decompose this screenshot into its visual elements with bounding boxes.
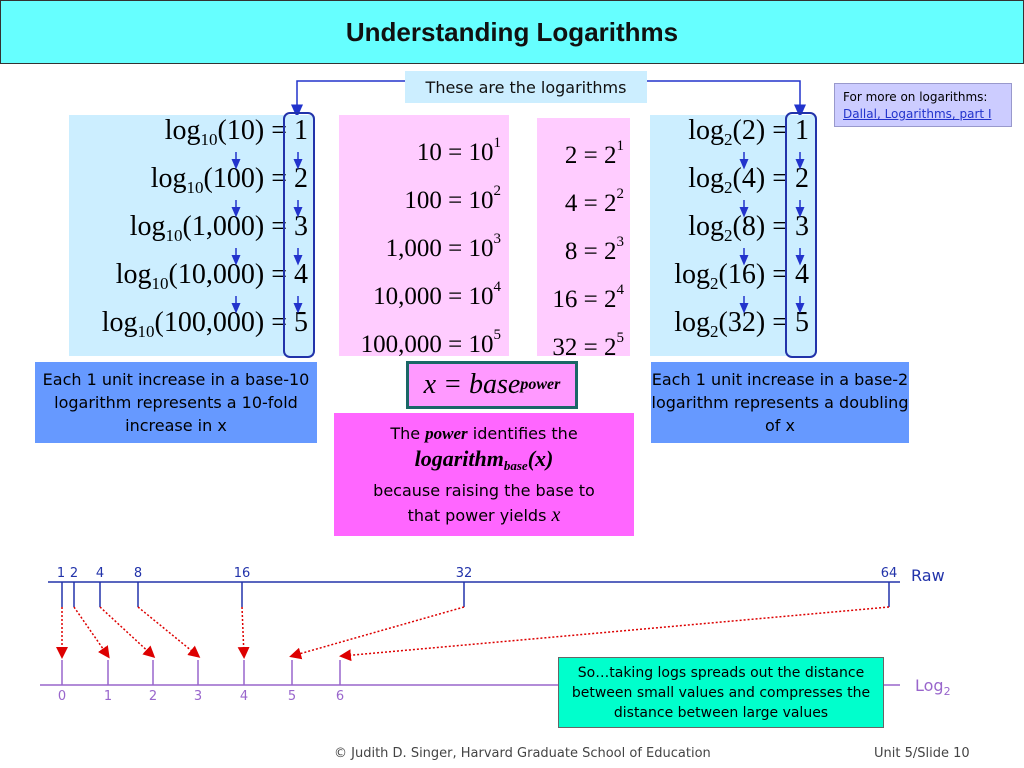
more-info-text: For more on logarithms:: [843, 90, 988, 104]
power-exp: 4: [616, 282, 624, 298]
equals: =: [264, 259, 294, 290]
raw-tick-label: 32: [455, 566, 473, 581]
log-arg: (4): [732, 163, 766, 194]
power-exp: 2: [616, 186, 624, 202]
info-base10: Each 1 unit increase in a base-10 logarithm represents a 10-fold increase in x: [35, 362, 317, 443]
log-base: 10: [137, 322, 155, 341]
raw-tick-label: 8: [133, 566, 143, 581]
log-result: 2: [795, 163, 809, 194]
footer-slide: Unit 5/Slide 10: [874, 746, 970, 761]
raw-tick-label: 4: [95, 566, 105, 581]
log-base: 10: [186, 178, 204, 197]
log-fn: log: [129, 211, 166, 242]
log-axis-label-sub: 2: [943, 685, 951, 699]
log-tick-label: 3: [193, 689, 203, 704]
log-result: 1: [294, 115, 308, 146]
mapping-arrow: [342, 607, 889, 656]
page-title: Understanding Logarithms: [0, 0, 1024, 64]
log-arg: (1,000): [182, 211, 265, 242]
log-arg: (100): [203, 163, 265, 194]
log-tick-label: 4: [239, 689, 249, 704]
formula-exp: power: [520, 376, 561, 393]
log-tick-label: 2: [148, 689, 158, 704]
info-base2: Each 1 unit increase in a base-2 logarithm represents a doubling of x: [651, 362, 909, 443]
log-result: 5: [795, 307, 809, 338]
log-fn: log: [115, 259, 152, 290]
log-axis-label-text: Log: [915, 676, 944, 695]
log-fn: log: [674, 307, 711, 338]
power-lhs: 100,000 = 10: [360, 331, 494, 358]
log-result: 3: [795, 211, 809, 242]
log-tick-label: 6: [335, 689, 345, 704]
log-base: 10: [165, 226, 183, 245]
power-line4-pre: that power yields: [407, 506, 552, 526]
log-fn: log: [674, 259, 711, 290]
raw-tick-label: 16: [233, 566, 251, 581]
power-lhs: 2 = 2: [564, 142, 617, 169]
equals: =: [264, 115, 294, 146]
power-line1-pre: The: [390, 424, 426, 443]
power-line2-sub: base: [503, 458, 528, 474]
equals: =: [264, 307, 294, 338]
power-lhs: 1,000 = 10: [385, 235, 494, 262]
power-line3: because raising the base to: [373, 481, 595, 501]
log-arg: (2): [732, 115, 766, 146]
raw-tick-label: 64: [880, 566, 898, 581]
log-base: 10: [200, 130, 218, 149]
log-fn: log: [688, 163, 725, 194]
raw-tick-label: 1: [56, 566, 66, 581]
log-label-box: These are the logarithms: [405, 71, 647, 103]
log-arg: (8): [732, 211, 766, 242]
log-result: 3: [294, 211, 308, 242]
power-lhs: 100 = 10: [404, 187, 494, 214]
power-lhs: 10,000 = 10: [373, 283, 494, 310]
log-fn: log: [688, 211, 725, 242]
power-line4-em: x: [551, 504, 561, 527]
power-exp: 3: [493, 231, 501, 247]
log-base: 2: [724, 130, 733, 149]
log-arg: (16): [718, 259, 766, 290]
power-exp: 5: [493, 327, 501, 343]
formula-lhs: x = base: [423, 369, 521, 400]
log-arg: (32): [718, 307, 766, 338]
log-fn: log: [101, 307, 138, 338]
mapping-arrow: [74, 607, 108, 656]
power-exp: 2: [493, 183, 501, 199]
log-base: 2: [710, 274, 719, 293]
power-exp: 5: [616, 330, 624, 346]
log-result: 4: [795, 259, 809, 290]
power-lhs: 10 = 10: [416, 139, 494, 166]
equals: =: [765, 259, 795, 290]
log-tick-label: 5: [287, 689, 297, 704]
power-exp: 4: [493, 279, 501, 295]
raw-tick-label: 2: [69, 566, 79, 581]
equals: =: [264, 163, 294, 194]
log-axis-label: [915, 676, 951, 698]
log-arg: (10): [217, 115, 265, 146]
log-base: 10: [151, 274, 169, 293]
power-lhs: 4 = 2: [564, 190, 617, 217]
log-base: 2: [724, 178, 733, 197]
power-line2-arg: (x): [527, 446, 554, 471]
equals: =: [765, 163, 795, 194]
footer-credit: © Judith D. Singer, Harvard Graduate School of Education: [334, 746, 711, 761]
power-exp: 1: [616, 138, 624, 154]
power-line2-main: logarithm: [414, 446, 504, 471]
mapping-arrow: [292, 607, 464, 656]
raw-axis-label: Raw: [911, 566, 945, 585]
log-tick-label: 1: [103, 689, 113, 704]
mapping-arrow: [100, 607, 153, 656]
power-lhs: 16 = 2: [552, 286, 617, 313]
equals: =: [765, 307, 795, 338]
summary-box: So…taking logs spreads out the distance between small values and compresses the distance between large values: [558, 657, 884, 728]
mapping-arrow: [242, 607, 244, 656]
more-info-link[interactable]: Dallal, Logarithms, part I: [843, 107, 992, 121]
log-result: 2: [294, 163, 308, 194]
equals: =: [765, 115, 795, 146]
log-result: 5: [294, 307, 308, 338]
log-arg: (100,000): [154, 307, 265, 338]
log-tick-label: 0: [57, 689, 67, 704]
log-arg: (10,000): [168, 259, 265, 290]
power-line1-post: identifies the: [467, 424, 578, 443]
log-fn: log: [150, 163, 187, 194]
equals: =: [264, 211, 294, 242]
log-result: 4: [294, 259, 308, 290]
log-base: 2: [724, 226, 733, 245]
power-lhs: 8 = 2: [564, 238, 617, 265]
equals: =: [765, 211, 795, 242]
power-exp: 3: [616, 234, 624, 250]
power-lhs: 32 = 2: [552, 334, 617, 361]
power-exp: 1: [493, 135, 501, 151]
log-base: 2: [710, 322, 719, 341]
log-result: 1: [795, 115, 809, 146]
power-line1-em: power: [425, 424, 468, 443]
log-fn: log: [688, 115, 725, 146]
mapping-arrow: [138, 607, 198, 656]
log-fn: log: [164, 115, 201, 146]
